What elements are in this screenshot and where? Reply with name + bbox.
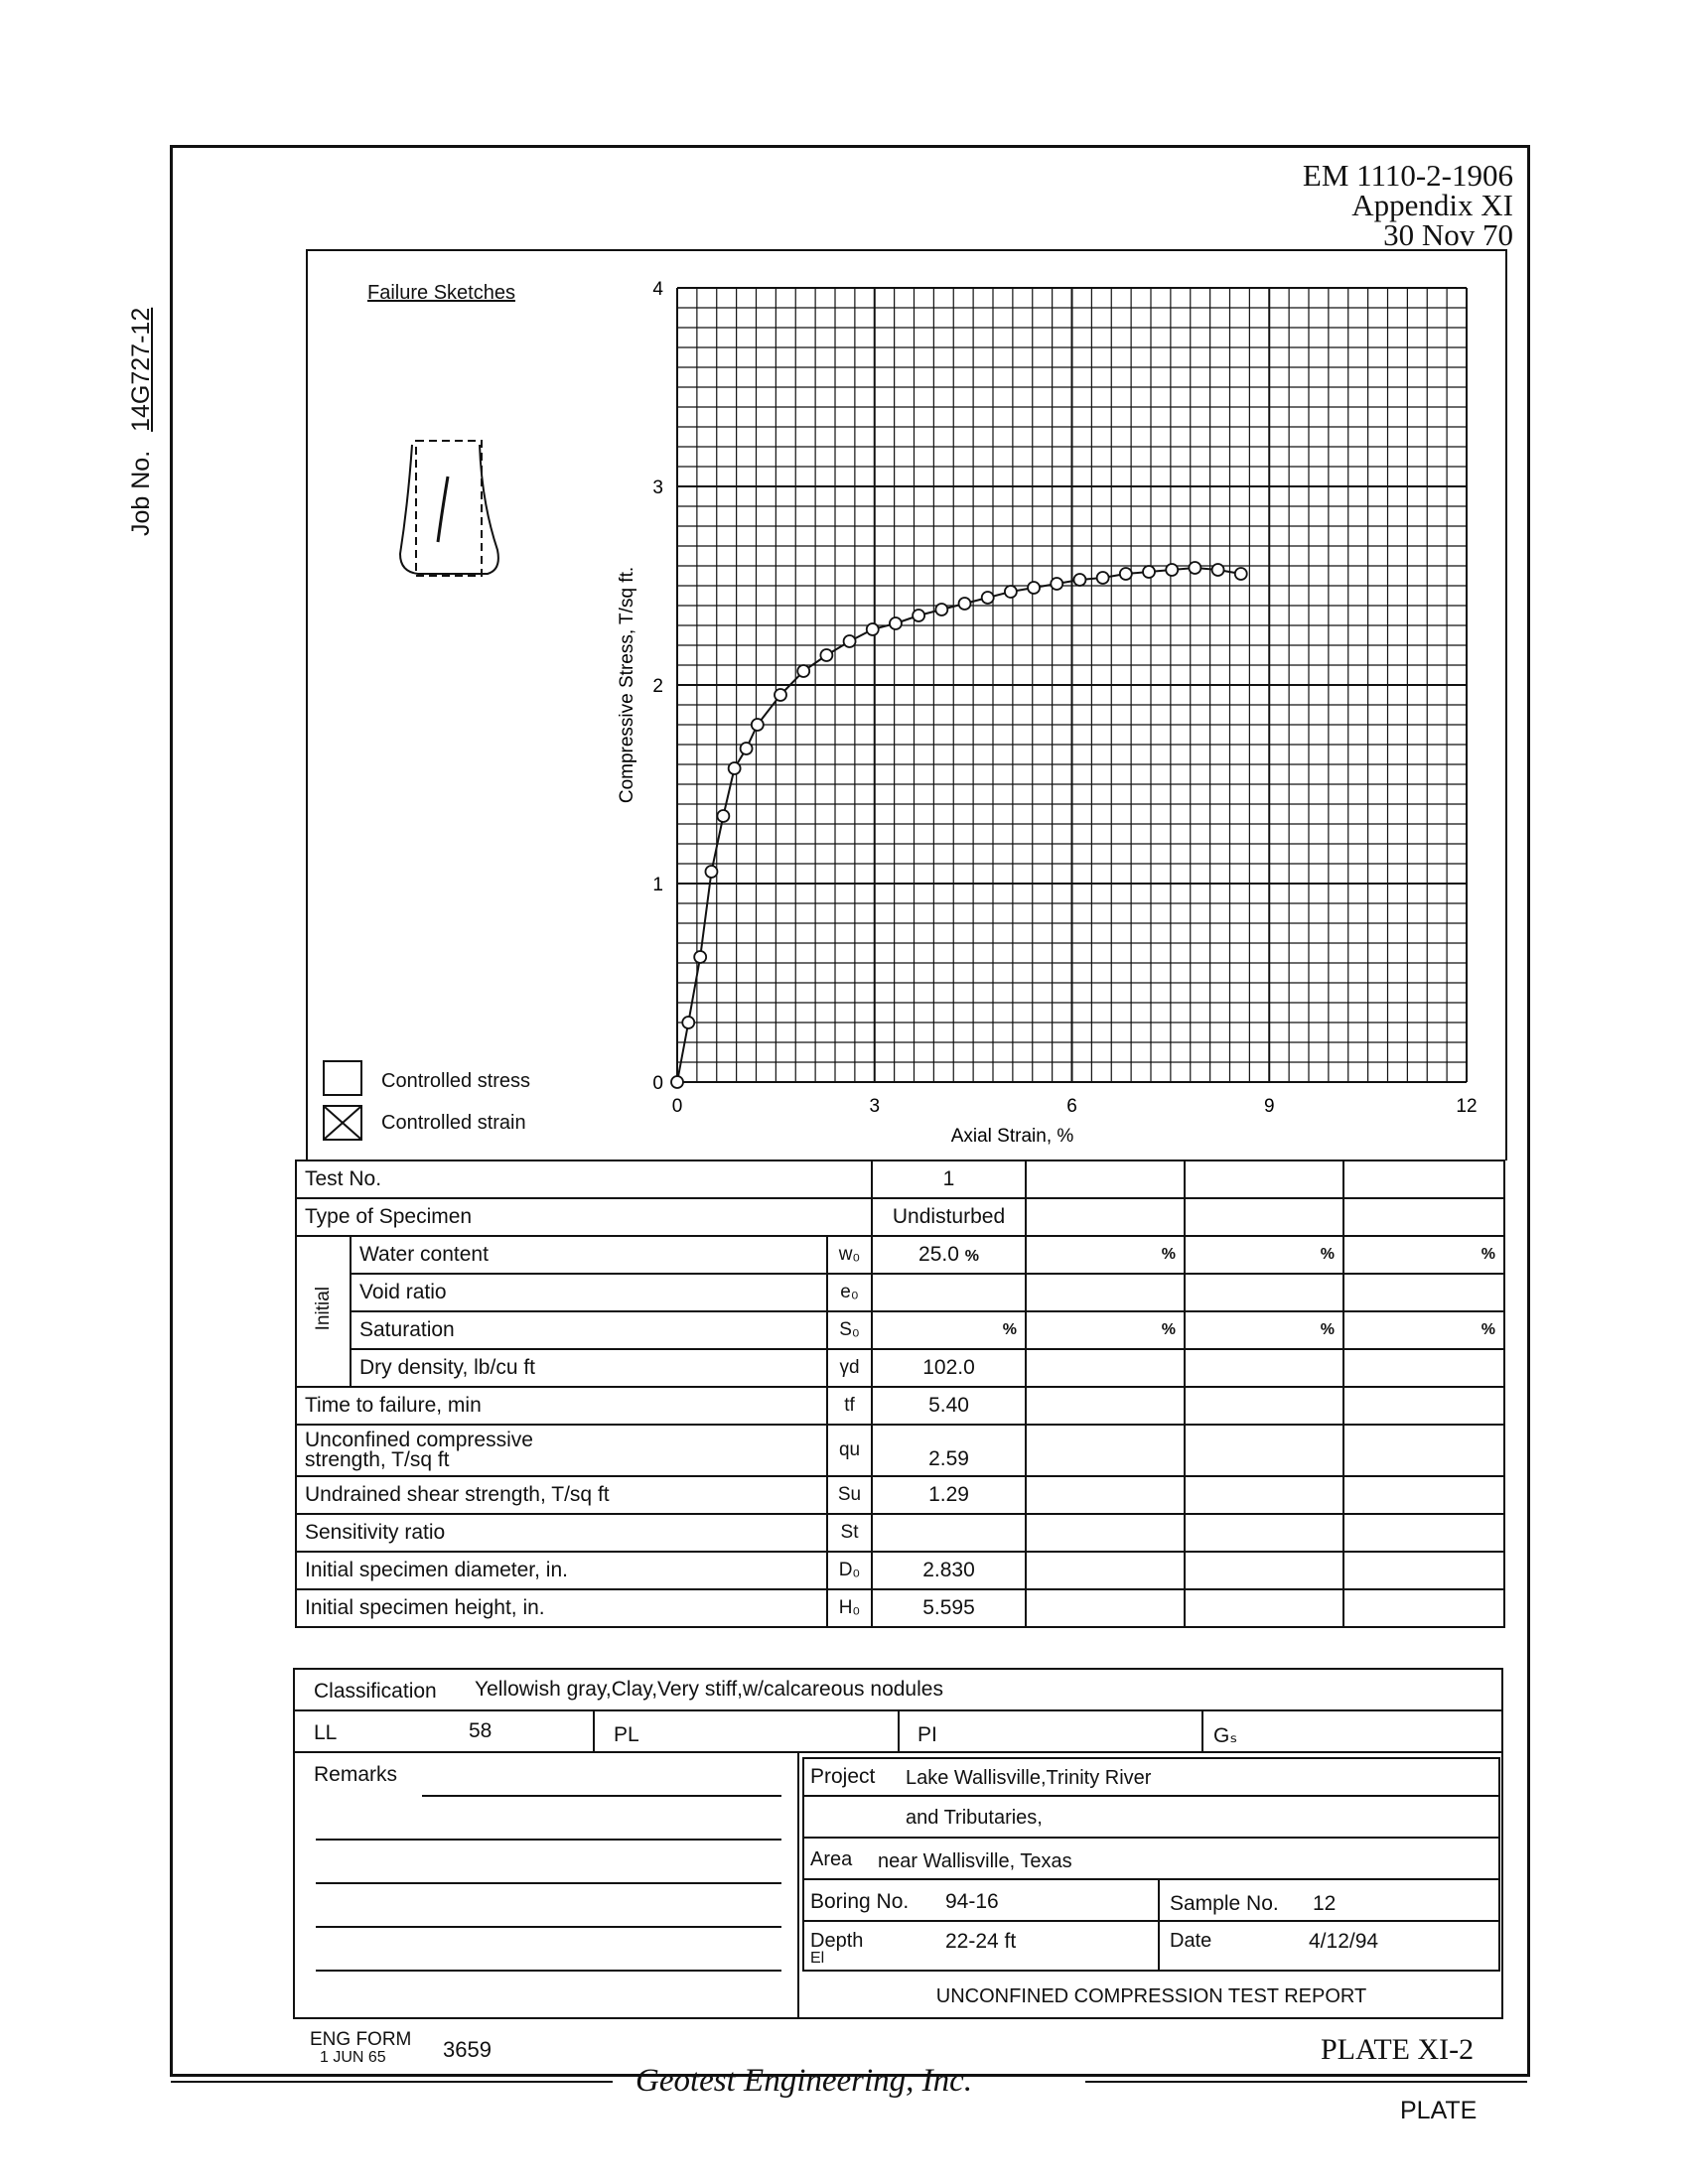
sensitivity-label: Sensitivity ratio xyxy=(305,1521,446,1544)
type-of-specimen-label: Type of Specimen xyxy=(305,1205,473,1228)
remarks-label: Remarks xyxy=(314,1763,398,1786)
x-tick-label: 3 xyxy=(869,1096,881,1117)
saturation-unit-4: % xyxy=(1343,1311,1504,1349)
saturation-unit-1: % xyxy=(872,1311,1026,1349)
job-number xyxy=(127,199,167,536)
test-no-value-3 xyxy=(1185,1160,1343,1198)
x-tick-label: 6 xyxy=(1066,1096,1077,1117)
pi-label: PI xyxy=(917,1723,937,1746)
test-no-value-1: 1 xyxy=(872,1160,1026,1198)
unconfined-label-1: Unconfined compressive xyxy=(305,1429,533,1451)
test-no-value-2 xyxy=(1026,1160,1185,1198)
saturation-unit-2: % xyxy=(1026,1311,1185,1349)
unconfined-value-1: 2.59 xyxy=(872,1425,1026,1476)
data-point xyxy=(1097,572,1109,584)
area-label: Area xyxy=(810,1848,853,1870)
table-row-void xyxy=(296,1274,1504,1311)
data-point xyxy=(729,762,741,774)
type-value-2 xyxy=(1026,1198,1185,1236)
test-no-label: Test No. xyxy=(305,1167,382,1190)
data-point xyxy=(1028,582,1040,594)
dry-density-value-1: 102.0 xyxy=(872,1349,1026,1387)
table-row-unconfined xyxy=(296,1425,1504,1476)
test-no-value-4 xyxy=(1343,1160,1504,1198)
table-row-dry-density xyxy=(296,1349,1504,1387)
failure-sketch-drawing xyxy=(392,433,511,592)
data-point xyxy=(682,1017,694,1028)
water-content-unit-3: % xyxy=(1185,1236,1343,1274)
table-row-time xyxy=(296,1387,1504,1425)
table-row-test-no xyxy=(296,1160,1504,1198)
table-row-sensitivity xyxy=(296,1514,1504,1552)
y-axis-label: Compressive Stress, T/sq ft. xyxy=(617,566,637,804)
data-point xyxy=(867,623,879,635)
data-point xyxy=(935,604,947,615)
table-row-shear xyxy=(296,1476,1504,1514)
x-axis-label: Axial Strain, % xyxy=(950,1126,1074,1147)
company-name: Geotest Engineering, Inc. xyxy=(635,2063,973,2099)
void-ratio-label: Void ratio xyxy=(359,1281,447,1303)
data-point xyxy=(1005,586,1017,598)
unconfined-symbol: qu xyxy=(827,1425,872,1476)
data-point xyxy=(1073,574,1085,586)
form-number: 3659 xyxy=(443,2037,492,2062)
doc-number: EM 1110-2-1906 xyxy=(1302,158,1513,193)
data-point xyxy=(820,649,832,661)
table-row-diameter xyxy=(296,1552,1504,1589)
pl-label: PL xyxy=(614,1723,639,1746)
data-point xyxy=(741,743,753,754)
table-row-type xyxy=(296,1198,1504,1236)
data-point xyxy=(797,665,809,677)
time-to-failure-value-1: 5.40 xyxy=(872,1387,1026,1425)
void-ratio-symbol: e₀ xyxy=(827,1274,872,1311)
water-content-unit-1: % xyxy=(964,1248,979,1265)
depth-label: Depth xyxy=(810,1930,864,1952)
saturation-symbol: S₀ xyxy=(827,1311,872,1349)
data-point xyxy=(844,635,856,647)
y-tick-label: 2 xyxy=(652,676,663,697)
controlled-stress-box xyxy=(323,1060,362,1096)
doc-date: 30 Nov 70 xyxy=(1383,217,1513,252)
dry-density-label: Dry density, lb/cu ft xyxy=(359,1356,536,1379)
plate-bottom: PLATE xyxy=(1400,2097,1478,2124)
table-row-saturation xyxy=(296,1311,1504,1349)
diameter-symbol: D₀ xyxy=(827,1552,872,1589)
data-point xyxy=(1189,562,1200,574)
undrained-shear-symbol: Su xyxy=(827,1476,872,1514)
y-tick-label: 1 xyxy=(652,875,663,895)
date-label: Date xyxy=(1170,1930,1212,1952)
form-date: 1 JUN 65 xyxy=(320,2049,386,2066)
dry-density-symbol: γd xyxy=(827,1349,872,1387)
job-number-label: Job No. xyxy=(127,450,155,536)
controlled-stress-label: Controlled stress xyxy=(381,1070,531,1092)
chart-grid xyxy=(677,288,1467,1082)
diameter-value-1: 2.830 xyxy=(872,1552,1026,1589)
undrained-shear-value-1: 1.29 xyxy=(872,1476,1026,1514)
y-tick-label: 0 xyxy=(652,1073,663,1094)
saturation-label: Saturation xyxy=(359,1318,455,1341)
eng-form-label: ENG FORM xyxy=(310,2029,412,2050)
ll-label: LL xyxy=(314,1721,338,1744)
time-to-failure-label: Time to failure, min xyxy=(305,1394,482,1417)
data-point xyxy=(705,866,717,878)
classification-label: Classification xyxy=(314,1680,437,1703)
data-point xyxy=(694,951,706,963)
sample-value: 12 xyxy=(1313,1892,1337,1915)
controlled-strain-box xyxy=(323,1105,362,1141)
x-tick-label: 9 xyxy=(1263,1096,1275,1117)
ll-value: 58 xyxy=(469,1719,493,1742)
height-value-1: 5.595 xyxy=(872,1589,1026,1627)
controlled-strain-label: Controlled strain xyxy=(381,1112,526,1134)
x-tick-label: 12 xyxy=(1456,1096,1478,1117)
boring-label: Boring No. xyxy=(810,1890,910,1913)
data-point xyxy=(1235,568,1247,580)
sensitivity-symbol: St xyxy=(827,1514,872,1552)
test-data-table xyxy=(295,1160,1505,1628)
project-line-2: and Tributaries, xyxy=(906,1807,1043,1829)
data-point xyxy=(752,719,764,731)
water-content-value-1: 25.0 xyxy=(918,1243,959,1266)
data-point xyxy=(1051,578,1062,590)
height-label: Initial specimen height, in. xyxy=(305,1596,545,1619)
unconfined-label-2: strength, T/sq ft xyxy=(305,1448,450,1471)
water-content-label: Water content xyxy=(359,1243,489,1266)
water-content-symbol: w₀ xyxy=(827,1236,872,1274)
plate-label: PLATE XI-2 xyxy=(1321,2033,1475,2066)
date-value: 4/12/94 xyxy=(1309,1930,1379,1953)
data-point xyxy=(1120,568,1132,580)
saturation-unit-3: % xyxy=(1185,1311,1343,1349)
job-number-value: 14G727-12 xyxy=(127,307,155,432)
x-tick-label: 0 xyxy=(671,1096,683,1117)
diameter-label: Initial specimen diameter, in. xyxy=(305,1559,568,1581)
stress-strain-chart xyxy=(596,268,1489,1161)
table-row-water xyxy=(296,1236,1504,1274)
appendix-label: Appendix XI xyxy=(1351,188,1513,222)
type-value-4 xyxy=(1343,1198,1504,1236)
undrained-shear-label: Undrained shear strength, T/sq ft xyxy=(305,1483,610,1506)
data-points xyxy=(671,562,1247,1088)
data-point xyxy=(775,689,786,701)
data-point xyxy=(671,1076,683,1088)
type-value-3 xyxy=(1185,1198,1343,1236)
gs-label: Gₛ xyxy=(1213,1724,1238,1747)
y-tick-label: 4 xyxy=(652,279,663,300)
height-symbol: H₀ xyxy=(827,1589,872,1627)
depth-value: 22-24 ft xyxy=(945,1930,1017,1953)
water-content-unit-2: % xyxy=(1026,1236,1185,1274)
project-line-1: Lake Wallisville,Trinity River xyxy=(906,1767,1152,1789)
sample-label: Sample No. xyxy=(1170,1892,1279,1915)
area-value: near Wallisville, Texas xyxy=(878,1850,1072,1872)
boring-value: 94-16 xyxy=(945,1890,999,1913)
report-title: UNCONFINED COMPRESSION TEST REPORT xyxy=(935,1985,1367,2007)
el-label: El xyxy=(810,1950,825,1967)
data-point xyxy=(913,610,924,621)
data-point xyxy=(1212,564,1224,576)
data-point xyxy=(717,810,729,822)
data-point xyxy=(890,617,902,629)
failure-sketches-title: Failure Sketches xyxy=(367,282,515,304)
data-point xyxy=(1143,566,1155,578)
data-point xyxy=(982,592,994,604)
type-of-specimen-value-1: Undisturbed xyxy=(872,1198,1026,1236)
project-label: Project xyxy=(810,1765,876,1788)
data-point xyxy=(959,598,971,610)
data-point xyxy=(1166,564,1178,576)
time-to-failure-symbol: tf xyxy=(827,1387,872,1425)
water-content-unit-4: % xyxy=(1343,1236,1504,1274)
initial-label: Initial xyxy=(312,1286,334,1331)
classification-value: Yellowish gray,Clay,Very stiff,w/calcareous nodules xyxy=(475,1678,943,1701)
remarks-block xyxy=(293,1751,799,2019)
table-row-height xyxy=(296,1589,1504,1627)
y-tick-label: 3 xyxy=(652,478,663,498)
